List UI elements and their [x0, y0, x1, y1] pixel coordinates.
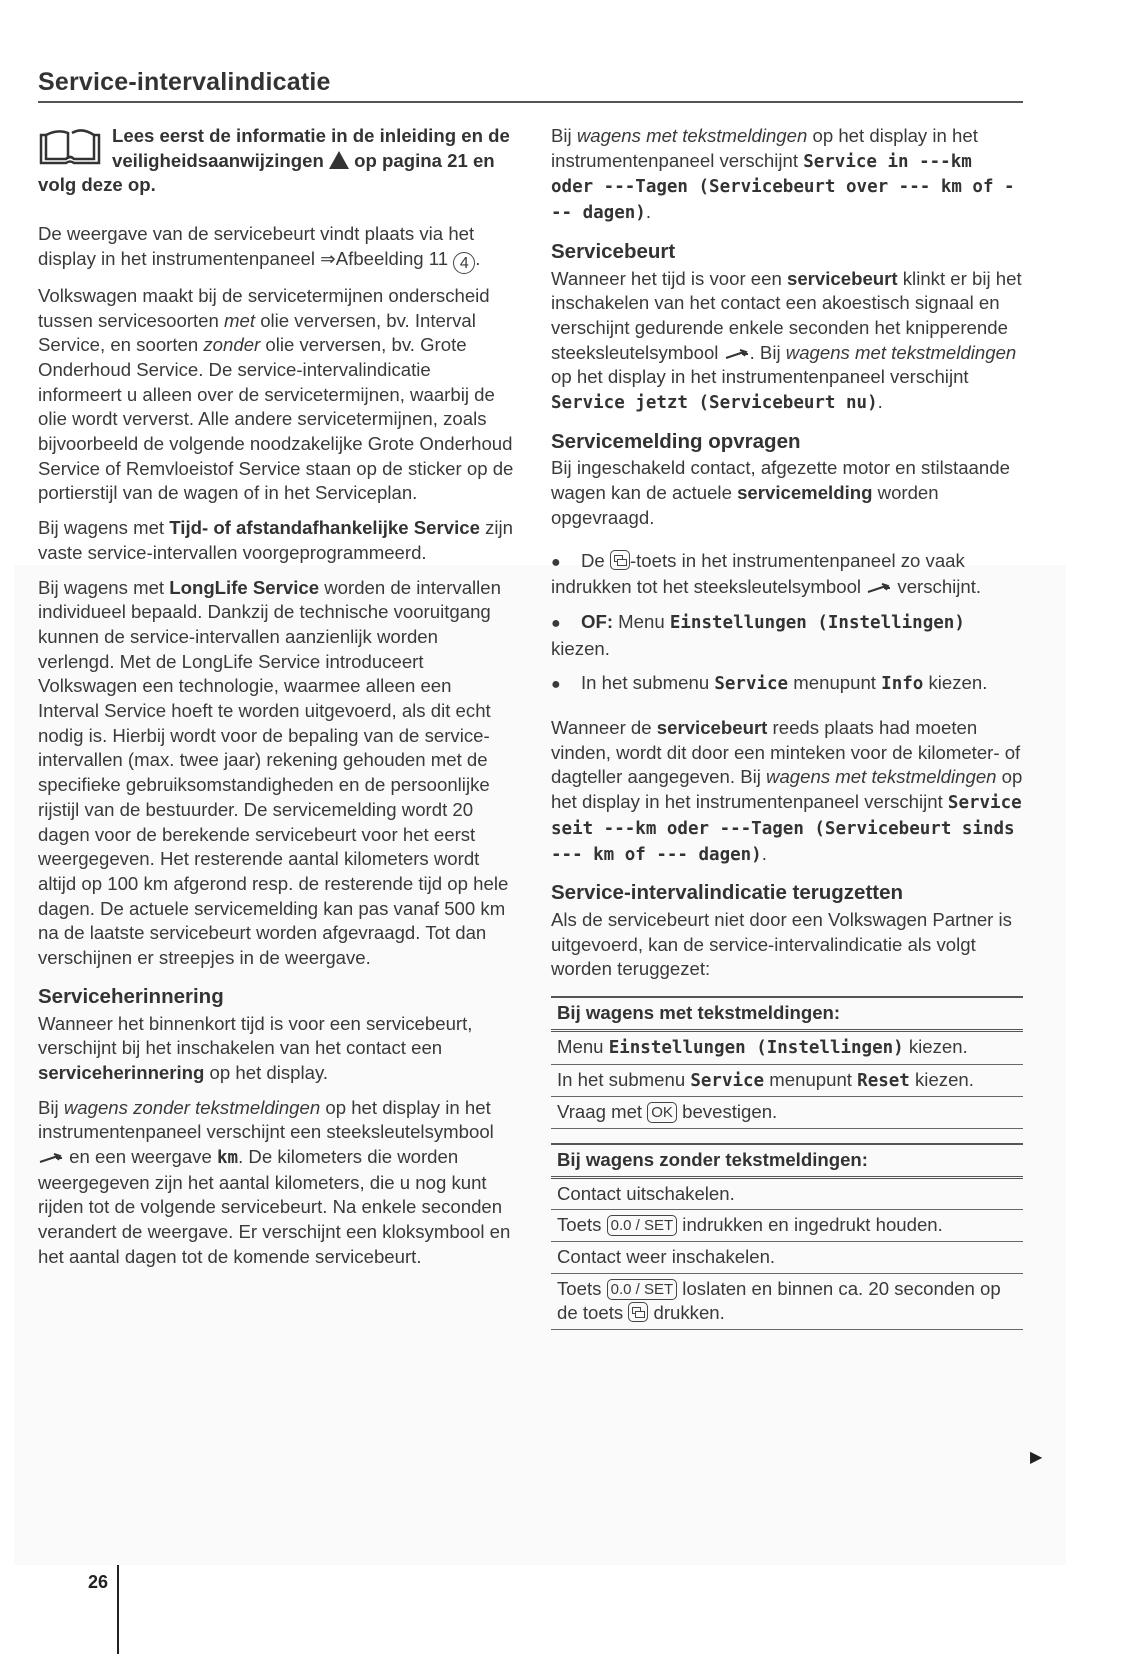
wrench-icon — [724, 348, 750, 360]
left-column — [38, 124, 516, 1280]
table-row: Menu Einstellungen (Instellingen) kiezen. — [551, 1032, 1023, 1065]
table-header: Bij wagens met tekstmeldingen: — [551, 998, 1023, 1032]
page-number-divider — [117, 1565, 119, 1654]
heading-servicebeurt: Servicebeurt — [551, 239, 676, 263]
reset-table-with-text — [551, 996, 1023, 1129]
menu-key-icon — [610, 550, 630, 570]
ok-key: OK — [647, 1102, 677, 1123]
table-header: Bij wagens zonder tekstmeldingen: — [551, 1145, 1023, 1179]
paragraph-service-types: Volkswagen maakt bij de servicetermijnen onderscheid tussen servicesoorten met olie verversen, bv. Interval Service, en soorten zonder olie verversen, bv. Grote Onderhoud Service. De service-intervalindicatie informeert u alleen over de servicetermijnen, waarbij de olie wordt ververst. Alle andere servicetermijnen, zoals bijvoorbeeld de volgende noodzakelijke Grote Onderhoud Service of Remvloeistof Service staan op de sticker op de portierstijl van de wagen of in het Serviceplan. — [38, 284, 514, 504]
table-row: Toets 0.0 / SET indrukken en ingedrukt houden. — [551, 1210, 1023, 1242]
table-row: Contact uitschakelen. — [551, 1179, 1023, 1211]
table-spacer — [551, 1129, 1023, 1145]
set-key: 0.0 / SET — [607, 1215, 678, 1236]
list-item: ● In het submenu Service menupunt Info kiezen. — [551, 672, 988, 695]
menu-key-icon — [628, 1302, 648, 1322]
paragraph-servicebeurt: Wanneer het tijd is voor een servicebeurt klinkt er bij het inschakelen van het contact een akoestisch signaal en verschijnt gedurende enkele seconden het knipperende steeksleutelsymbool . Bij wagens met tekstmeldingen op het display in het instrumentenpaneel verschijnt Service jetzt (Servicebeurt nu). — [551, 267, 1022, 414]
paragraph-overdue: Wanneer de servicebeurt reeds plaats had moeten vinden, wordt dit door een minteken voor de kilometer- of dagteller aangegeven. Bij wagens met tekstmeldingen op het display in het instrumentenpaneel verschijnt Service seit ---km oder ---Tagen (Servicebeurt sinds --- km of --- dagen). — [551, 717, 1023, 865]
heading-servicemelding-opvragen: Servicemelding opvragen — [551, 429, 801, 453]
set-key: 0.0 / SET — [607, 1279, 678, 1300]
table-row: Toets 0.0 / SET loslaten en binnen ca. 20 seconden op de toets drukken. — [551, 1274, 1023, 1330]
table-row: In het submenu Service menupunt Reset kiezen. — [551, 1065, 1023, 1098]
page-number: 26 — [88, 1572, 109, 1592]
paragraph-reminder: Wanneer het binnenkort tijd is voor een servicebeurt, verschijnt bij het inschakelen van het contact een serviceherinnering op het display. — [38, 1012, 473, 1083]
paragraph-longlife-service: Bij wagens met LongLife Service worden de intervallen individueel bepaald. Dankzij de technische vooruitgang kunnen de service-intervallen aanzienlijk worden verlengd. Met de LongLife Service introduceert Volkswagen een technologie, waarmee alleen een Interval Service hoeft te worden uitgevoerd, als dit echt nodig is. Hierbij wordt voor de bepaling van de service-intervallen (max. twee jaar) rekening gehouden met de specifieke gebruiksomstandigheden en de persoonlijke rijstijl van de bestuurder. De servicemelding wordt 20 dagen voor de berekende servicebeurt voor het eerst weergegeven. Het resterende aantal kilometers wordt altijd op 100 km afgerond resp. de resterende tijd op hele dagen. De actuele servicemelding kan pas vanaf 500 km na de laatste servicebeurt worden afgevraagd. Tot dan verschijnen er streepjes in de weergave. — [38, 576, 509, 969]
paragraph-reminder-no-text: Bij wagens zonder tekstmeldingen op het display in het instrumentenpaneel verschijnt een steeksleutelsymbool en een weergave km. De kilometers die worden weergegeven zijn het aantal kilometers, die u nog kunt rijden tot de volgende servicebeurt. Na enkele seconden verandert de weergave. Er verschijnt een kloksymbool en het aantal dagen tot de komende servicebeurt. — [38, 1096, 511, 1267]
list-item: ● OF: Menu Einstellungen (Instellingen) kiezen. — [551, 610, 965, 659]
heading-serviceherinnering: Serviceherinnering — [38, 984, 224, 1008]
warning-triangle-icon — [329, 151, 349, 169]
heading-reset: Service-intervalindicatie terugzetten — [551, 881, 904, 905]
read-first-notice: Lees eerst de informatie in de inleiding en de veiligheidsaanwijzingen op pagina 21 en volg deze op. — [38, 125, 510, 196]
paragraph-display-location: De weergave van de servicebeurt vindt plaats via het display in het instrumentenpaneel ⇒Afbeelding 11 4 . — [38, 223, 481, 272]
paragraph-reset-intro: Als de servicebeurt niet door een Volkswagen Partner is uitgevoerd, kan de service-intervalindicatie als volgt worden teruggezet: — [551, 908, 1012, 980]
paragraph-text-messages: Bij wagens met tekstmeldingen op het display in het instrumentenpaneel verschijnt Service in ---km oder ---Tagen (Servicebeurt over --- km of --- dagen). — [551, 125, 1015, 224]
paragraph-query-intro: Bij ingeschakeld contact, afgezette motor en stilstaande wagen kan de actuele servicemelding worden opgevraagd. — [551, 457, 1010, 528]
table-row: Contact weer inschakelen. — [551, 1242, 1023, 1274]
continue-arrow-icon: ▶ — [1030, 1449, 1043, 1466]
table-row: Vraag met OK bevestigen. — [551, 1097, 1023, 1129]
wrench-icon — [866, 582, 892, 594]
list-item: ● De -toets in het instrumentenpaneel zo vaak indrukken tot het steeksleutelsymbool verschijnt. — [551, 549, 982, 598]
book-icon — [38, 127, 102, 167]
reset-table-without-text — [551, 1145, 1023, 1330]
page-title: Service-intervalindicatie — [38, 68, 1023, 103]
callout-number: 4 — [453, 252, 475, 274]
paragraph-fixed-service: Bij wagens met Tijd- of afstandafhankelijke Service zijn vaste service-intervallen voorgeprogrammeerd. — [38, 517, 514, 563]
wrench-icon — [38, 1152, 64, 1164]
right-column — [551, 124, 1023, 1330]
